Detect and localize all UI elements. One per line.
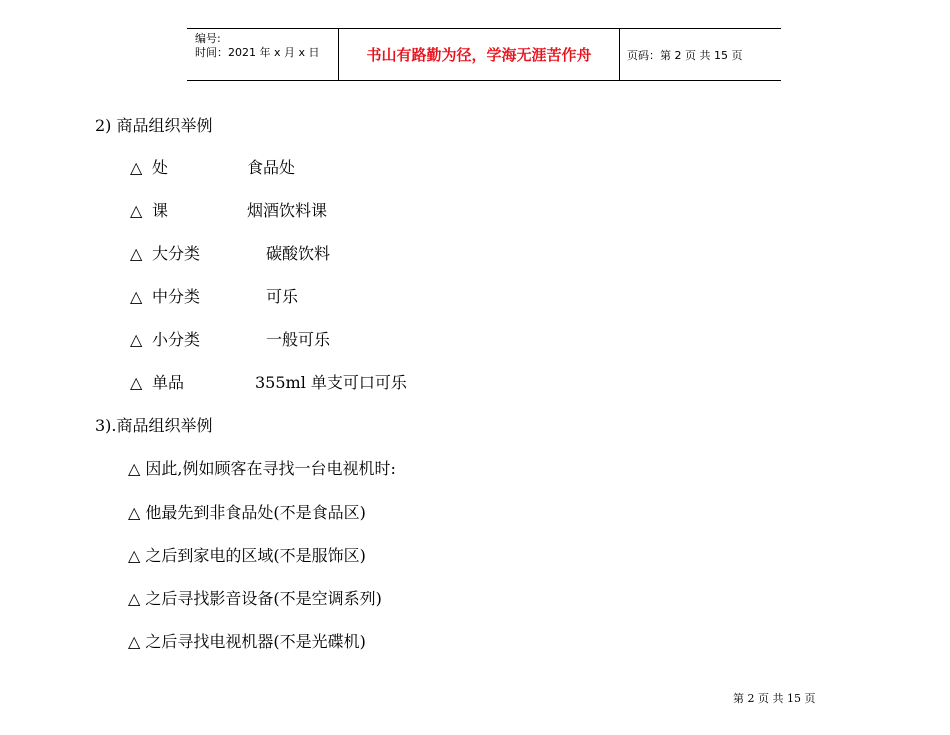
org-row [130,201,168,221]
header-page-label: 页码：第 2 页 共 15 页 [627,48,743,62]
header-meta [187,29,339,80]
org-row [130,244,200,264]
bullet-triangle: △ [130,244,143,263]
org-row [130,287,200,307]
list-item: △ 因此,例如顾客在寻找一台电视机时: [128,459,396,478]
org-row-value: 烟酒饮料课 [247,201,328,220]
org-row-label: 处 [152,158,169,177]
bullet-triangle: △ [130,373,143,392]
org-row-label: 小分类 [152,330,201,349]
org-row-value: 一般可乐 [266,330,331,349]
list-item: △ 之后到家电的区域(不是服饰区) [128,546,366,565]
page-header [187,28,781,81]
header-motto: 书山有路勤为径，学海无涯苦作舟 [339,29,620,80]
list-item: △ 之后寻找影音设备(不是空调系列) [128,589,382,608]
header-number-label: 编号: [195,32,221,45]
org-row-label: 单品 [152,373,185,392]
list-item: △ 他最先到非食品处(不是食品区) [128,503,366,522]
bullet-triangle: △ [130,287,143,306]
org-row-label: 课 [152,201,169,220]
bullet-triangle: △ [130,330,143,349]
org-row-label: 中分类 [152,287,201,306]
section-3-heading: 3).商品组织举例 [95,416,213,435]
bullet-triangle: △ [130,201,143,220]
org-row-value: 碳酸饮料 [266,244,331,263]
section-2-heading: 2) 商品组织举例 [95,116,213,135]
org-row [130,373,184,393]
org-row [130,330,200,350]
org-row-value: 可乐 [266,287,299,306]
org-row [130,158,168,178]
org-row-value: 食品处 [247,158,296,177]
page-footer: 第 2 页 共 15 页 [733,692,816,705]
org-row-value: 355ml 单支可口可乐 [255,373,407,392]
org-row-label: 大分类 [152,244,201,263]
bullet-triangle: △ [130,158,143,177]
list-item: △ 之后寻找电视机器(不是光碟机) [128,632,366,651]
header-time-label: 时间：2021 年 x 月 x 日 [195,46,320,59]
